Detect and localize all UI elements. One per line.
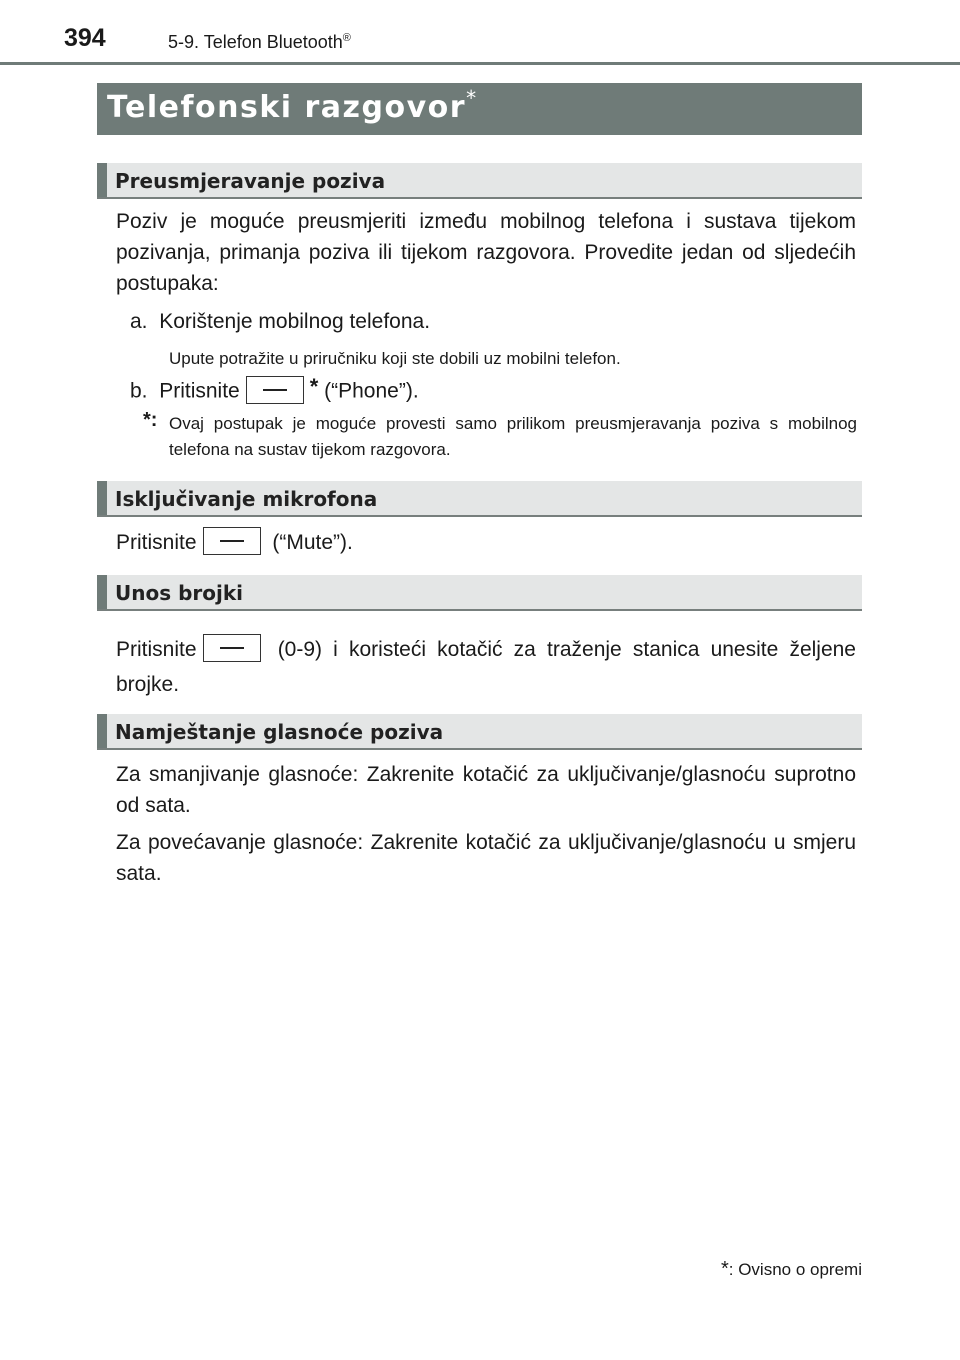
list-item-text: Pritisnite xyxy=(159,379,240,403)
page-number: 394 xyxy=(64,24,106,52)
section-title: 5-9. Telefon Bluetooth xyxy=(168,32,343,52)
section-heading-text: Preusmjeravanje poziva xyxy=(115,169,386,193)
digits-key-icon xyxy=(203,634,261,662)
item-a-note: Upute potražite u priručniku koji ste dobili uz mobilni telefon. xyxy=(169,349,621,368)
asterisk-icon: * xyxy=(309,374,319,399)
page-title-bar xyxy=(97,83,862,135)
transfer-intro: Poziv je moguće preusmjeriti između mobilnog telefona i sustava tijekom pozivanja, primanja poziva ili tijekom razgovora. Provedite jedan od sljedećih postupaka: xyxy=(116,210,856,295)
list-item-suffix: (“Phone”). xyxy=(324,379,419,403)
footer-note-text: : Ovisno o opremi xyxy=(728,1260,862,1279)
instruction-prefix: Pritisnite xyxy=(116,531,197,554)
section-heading-volume xyxy=(97,714,862,750)
footnote-text: Ovaj postupak je moguće provesti samo prilikom preusmjeravanja poziva s mobilnog telefona na sustav tijekom razgovora. xyxy=(169,414,857,459)
section-heading-text: Namještanje glasnoće poziva xyxy=(115,720,444,744)
list-marker: a. xyxy=(130,310,148,333)
volume-increase-text: Za povećavanje glasnoće: Zakrenite kotačić za uključivanje/glasnoću u smjeru sata. xyxy=(116,831,856,885)
instruction-suffix: (0-9) i koristeći kotačić za traženje stanica unesite željene brojke. xyxy=(116,638,856,696)
list-item-b xyxy=(130,374,419,406)
list-item-text: Korištenje mobilnog telefona. xyxy=(159,310,431,333)
footnote-marker-text: *: xyxy=(143,409,158,431)
footer-note xyxy=(721,1258,862,1281)
digits-instruction xyxy=(116,632,856,702)
page-title xyxy=(107,86,478,125)
volume-decrease-text: Za smanjivanje glasnoće: Zakrenite kotačić za uključivanje/glasnoću suprotno od sata. xyxy=(116,763,856,817)
section-heading-transfer xyxy=(97,163,862,199)
footer-asterisk: * xyxy=(720,1258,729,1280)
footnote-marker xyxy=(143,409,157,435)
mute-key-icon xyxy=(203,527,261,555)
section-heading-text: Unos brojki xyxy=(115,581,244,605)
registered-mark: ® xyxy=(342,32,351,44)
section-heading-text: Isključivanje mikrofona xyxy=(115,487,378,511)
list-item-a xyxy=(130,310,430,334)
phone-key-icon xyxy=(246,376,304,404)
section-reference xyxy=(168,32,351,53)
mute-instruction xyxy=(116,527,856,558)
header-rule xyxy=(0,62,960,65)
list-marker: b. xyxy=(130,379,148,403)
instruction-suffix: (“Mute”). xyxy=(272,531,353,554)
page-title-text: Telefonski razgovor xyxy=(107,90,467,125)
instruction-prefix: Pritisnite xyxy=(116,638,197,661)
title-asterisk: * xyxy=(466,86,478,110)
section-heading-digits xyxy=(97,575,862,611)
section-heading-mute xyxy=(97,481,862,517)
